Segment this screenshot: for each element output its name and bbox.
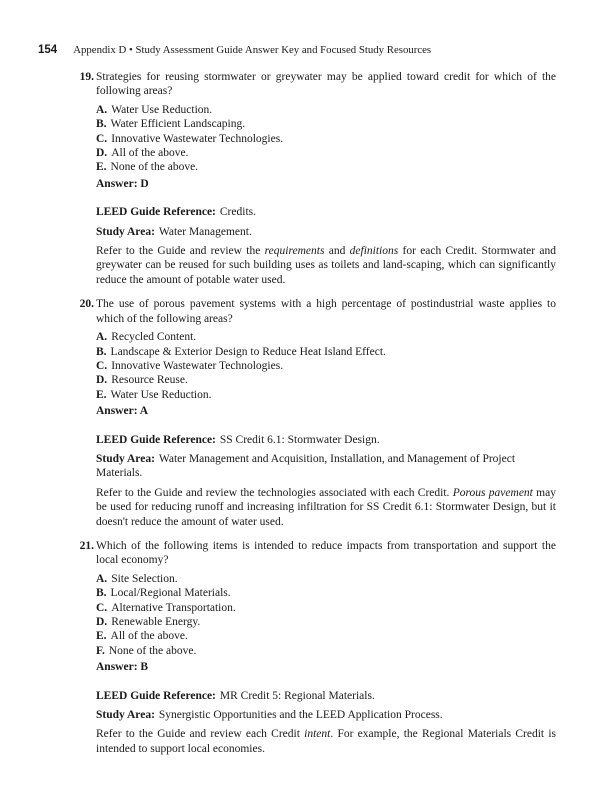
question-text: The use of porous pavement systems with a high percentage of postindustrial waste applies to which of the following areas? (96, 298, 556, 325)
study-area: Study Area: Water Management. (96, 225, 252, 238)
option: A. Site Selection. (96, 572, 178, 585)
option: C. Innovative Wastewater Technologies. (96, 359, 284, 372)
option: E. None of the above. (96, 161, 199, 174)
option: C. Alternative Transportation. (96, 601, 236, 614)
options-list (96, 572, 556, 658)
option: C. Innovative Wastewater Technologies. (96, 132, 284, 145)
leed-guide-reference: LEED Guide Reference: MR Credit 5: Regional Materials. (96, 689, 375, 702)
question-text: Strategies for reusing stormwater or greywater may be applied toward credit for which of the following areas? (96, 71, 556, 98)
study-area: Study Area: Synergistic Opportunities and the LEED Application Process. (96, 709, 443, 722)
option: B. Local/Regional Materials. (96, 587, 231, 600)
answer: Answer: A (96, 405, 149, 418)
option: B. Water Efficient Landscaping. (96, 118, 246, 131)
study-area: Study Area: Water Management and Acquisition, Installation, and Management of Project Materials. (96, 452, 516, 480)
answer: Answer: B (96, 661, 149, 674)
option: E. All of the above. (96, 630, 188, 643)
option: F. None of the above. (96, 644, 197, 657)
answer: Answer: D (96, 177, 149, 190)
options-list (96, 103, 556, 175)
options-list (96, 330, 556, 402)
question-number: 20. (79, 298, 94, 311)
option: E. Water Use Reduction. (96, 388, 212, 401)
question-21 (79, 539, 557, 756)
option: D. Renewable Energy. (96, 616, 201, 628)
leed-guide-reference: LEED Guide Reference: SS Credit 6.1: Stormwater Design. (96, 433, 380, 446)
option: A. Recycled Content. (96, 331, 197, 344)
question-20 (79, 297, 556, 529)
leed-guide-reference: LEED Guide Reference: Credits. (96, 206, 256, 219)
option: A. Water Use Reduction. (96, 103, 213, 116)
option: D. All of the above. (96, 147, 189, 160)
page-header (38, 44, 568, 56)
question-number: 19. (79, 71, 94, 83)
page-number: 154 (38, 44, 58, 56)
question-number: 21. (79, 539, 94, 552)
option: D. Resource Reuse. (96, 374, 188, 387)
page-content (79, 70, 557, 766)
explanation: Refer to the Guide and review the requirements and definitions for each Credit. Stormwater and greywater can be reused for such building uses as toilets and land-scaping, which can significantly reduce the amount of potable water used. (96, 245, 556, 286)
explanation: Refer to the Guide and review the technologies associated with each Credit. Porous pavement may be used for reducing runoff and increasing infiltration for SS Credit 6.1: Stormwater Design, but it doesn't reduce the amount of water used. (96, 486, 556, 528)
running-title: Appendix D • Study Assessment Guide Answer Key and Focused Study Resources (73, 44, 432, 56)
explanation: Refer to the Guide and review each Credit intent. For example, the Regional Materials Credit is intended to support local economies. (96, 728, 557, 755)
question-19 (79, 70, 556, 287)
option: B. Landscape & Exterior Design to Reduce Heat Island Effect. (96, 345, 386, 358)
question-text: Which of the following items is intended to reduce impacts from transportation and support the local economy? (96, 539, 556, 567)
